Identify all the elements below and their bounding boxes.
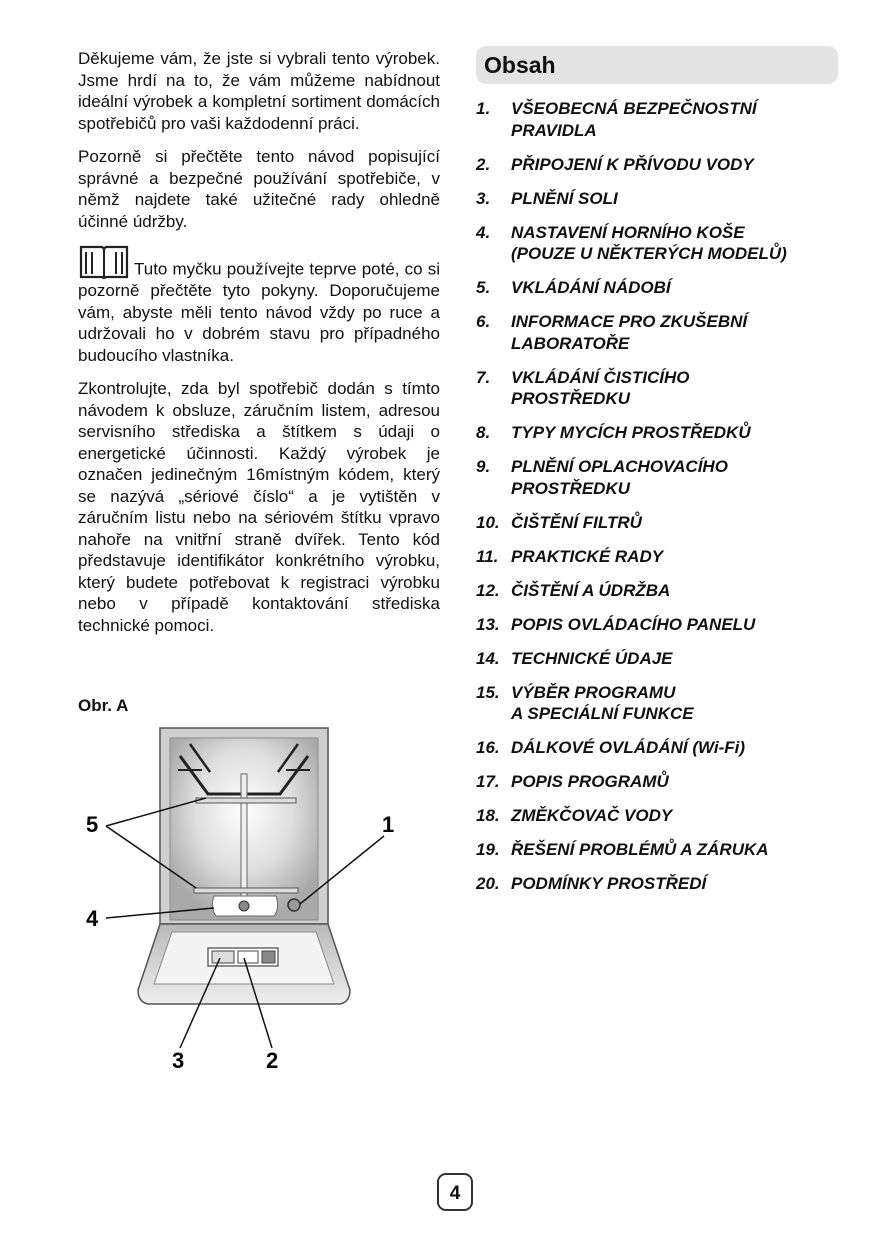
figure-label-5: 5 [86,812,99,837]
intro-paragraph-3-text: Tuto myčku používejte teprve poté, co si pozorně přečtěte tyto pokyny. Doporučujeme vám, abyste měli tento návod vždy po ruce a udržovali ho v dobrém stavu pro případného budoucího vlastníka. [78,259,440,365]
contents-item [476,98,838,141]
contents-item-line2: A SPECIÁLNÍ FUNKCE [511,704,694,723]
figure-label-4: 4 [86,906,99,931]
intro-paragraph-2: Pozorně si přečtěte tento návod popisující správné a bezpečné používání spotřebiče, v němž najdete také užitečné rady ohledně účinné údržby. [78,147,440,231]
figure-label-1: 1 [382,812,395,837]
contents-item-text [511,771,838,793]
contents-item-line2: LABORATOŘE [511,333,630,353]
contents-item-line1: VÝBĚR PROGRAMU [511,682,676,702]
contents-item-text [511,737,838,759]
contents-list [476,98,838,895]
contents-item-number: 12. [476,580,500,600]
contents-item [476,311,838,354]
contents-item-text [511,873,838,895]
contents-item-number: 19. [476,840,500,859]
contents-item-line1: POPIS OVLÁDACÍHO PANELU [511,614,756,634]
contents-item-text [511,839,838,861]
contents-item [476,456,838,499]
dishwasher-illustration [78,722,440,1072]
contents-item [476,422,838,444]
contents-item-number: 4. [476,222,491,242]
contents-item-number: 18. [476,806,500,825]
contents-item-number: 10. [476,512,500,532]
contents-item-line1: VKLÁDÁNÍ NÁDOBÍ [511,278,671,297]
contents-item-line1: PRAKTICKÉ RADY [511,546,664,566]
contents-item-line2: PROSTŘEDKU [511,478,631,498]
contents-item-line1: POPIS PROGRAMŮ [511,772,669,791]
contents-item-line2: PROSTŘEDKU [511,389,631,408]
figure-label-3: 3 [172,1048,185,1072]
contents-item-text [511,367,838,410]
intro-column [78,48,440,648]
contents-item-text [511,311,838,354]
contents-item [476,771,838,793]
contents-column [476,46,838,907]
contents-item [476,682,838,725]
contents-item-line1: PLNĚNÍ SOLI [511,188,618,208]
contents-item-text [511,154,838,176]
intro-paragraph-1: Děkujeme vám, že jste si vybrali tento výrobek. Jsme hrdí na to, že vám můžeme nabídnout ideální výrobek a kompletní sortiment domácích spotřebičů pro vaši každodenní práci. [78,49,440,133]
contents-item [476,367,838,410]
contents-item [476,873,838,895]
contents-item-line1: TYPY MYCÍCH PROSTŘEDKŮ [511,423,751,442]
contents-item-text [511,546,838,568]
contents-item-line1: PŘIPOJENÍ K PŘÍVODU VODY [511,154,754,174]
contents-item-number: 7. [476,367,491,387]
contents-item-number: 9. [476,457,491,476]
contents-item [476,546,838,568]
contents-item-line2: PRAVIDLA [511,120,597,140]
contents-item-number: 15. [476,682,500,702]
contents-item-number: 1. [476,99,491,118]
contents-item-text [511,188,838,210]
contents-item-line1: PODMÍNKY PROSTŘEDÍ [511,874,707,893]
contents-item-line2: (POUZE U NĚKTERÝCH MODELŮ) [511,244,787,263]
contents-item [476,512,838,534]
contents-item-number: 13. [476,614,500,634]
figure-label-2: 2 [266,1048,279,1072]
contents-item-text [511,682,838,725]
contents-item [476,188,838,210]
contents-item-line1: VKLÁDÁNÍ ČISTICÍHO [511,367,690,387]
dishwasher-figure [78,722,440,1072]
contents-item-line1: ČIŠTĚNÍ FILTRŮ [511,512,642,532]
contents-item [476,805,838,827]
contents-item-text [511,98,838,141]
contents-item-text [511,648,838,670]
contents-item [476,154,838,176]
contents-item-number: 6. [476,312,491,331]
contents-item-line1: TECHNICKÉ ÚDAJE [511,648,673,668]
contents-item-text [511,580,838,602]
contents-item-line1: ZMĚKČOVAČ VODY [511,806,673,825]
contents-item [476,648,838,670]
contents-item-line1: ŘEŠENÍ PROBLÉMŮ A ZÁRUKA [511,840,769,859]
contents-item [476,580,838,602]
contents-item-number: 14. [476,648,500,668]
contents-item-number: 11. [476,546,499,566]
contents-item-line1: PLNĚNÍ OPLACHOVACÍHO [511,457,728,476]
contents-item [476,222,838,265]
contents-item-number: 8. [476,423,491,442]
contents-item-line1: DÁLKOVÉ OVLÁDÁNÍ (Wi-Fi) [511,738,746,757]
contents-item-line1: VŠEOBECNÁ BEZPEČNOSTNÍ [511,99,757,118]
contents-item-number: 16. [476,738,500,757]
open-book-icon [78,244,130,280]
contents-item-number: 5. [476,278,491,297]
contents-item-line1: NASTAVENÍ HORNÍHO KOŠE [511,222,745,242]
contents-item-number: 2. [476,154,491,174]
figure-title: Obr. A [78,696,129,715]
contents-item [476,277,838,299]
contents-item [476,737,838,759]
contents-item-line1: INFORMACE PRO ZKUŠEBNÍ [511,312,748,331]
contents-item-number: 20. [476,874,500,893]
contents-item-number: 17. [476,772,500,791]
contents-item [476,839,838,861]
contents-item-text [511,512,838,534]
contents-item-text [511,422,838,444]
intro-paragraph-3 [78,244,440,366]
contents-item-text [511,614,838,636]
contents-item-text [511,222,838,265]
contents-item-text [511,805,838,827]
contents-heading: Obsah [476,46,838,84]
page-number: 4 [437,1173,473,1211]
contents-item-number: 3. [476,188,491,208]
contents-item [476,614,838,636]
intro-paragraph-4: Zkontrolujte, zda byl spotřebič dodán s tímto návodem k obsluze, záručním listem, adresou servisního střediska a štítkem s údaji o energetické účinnosti. Každý výrobek je označen jedinečným 16místným kódem, který se nazývá „sériové číslo“ a je vytištěn v záručním listu nebo na sériovém štítku vpravo nahoře na vnitřní straně dvířek. Tento kód představuje identifikátor konkrétního výrobku, který budete potřebovat k registraci výrobku nebo v případě kontaktování střediska technické pomoci. [78,379,440,635]
contents-item-text [511,456,838,499]
contents-item-line1: ČIŠTĚNÍ A ÚDRŽBA [511,580,671,600]
contents-item-text [511,277,838,299]
